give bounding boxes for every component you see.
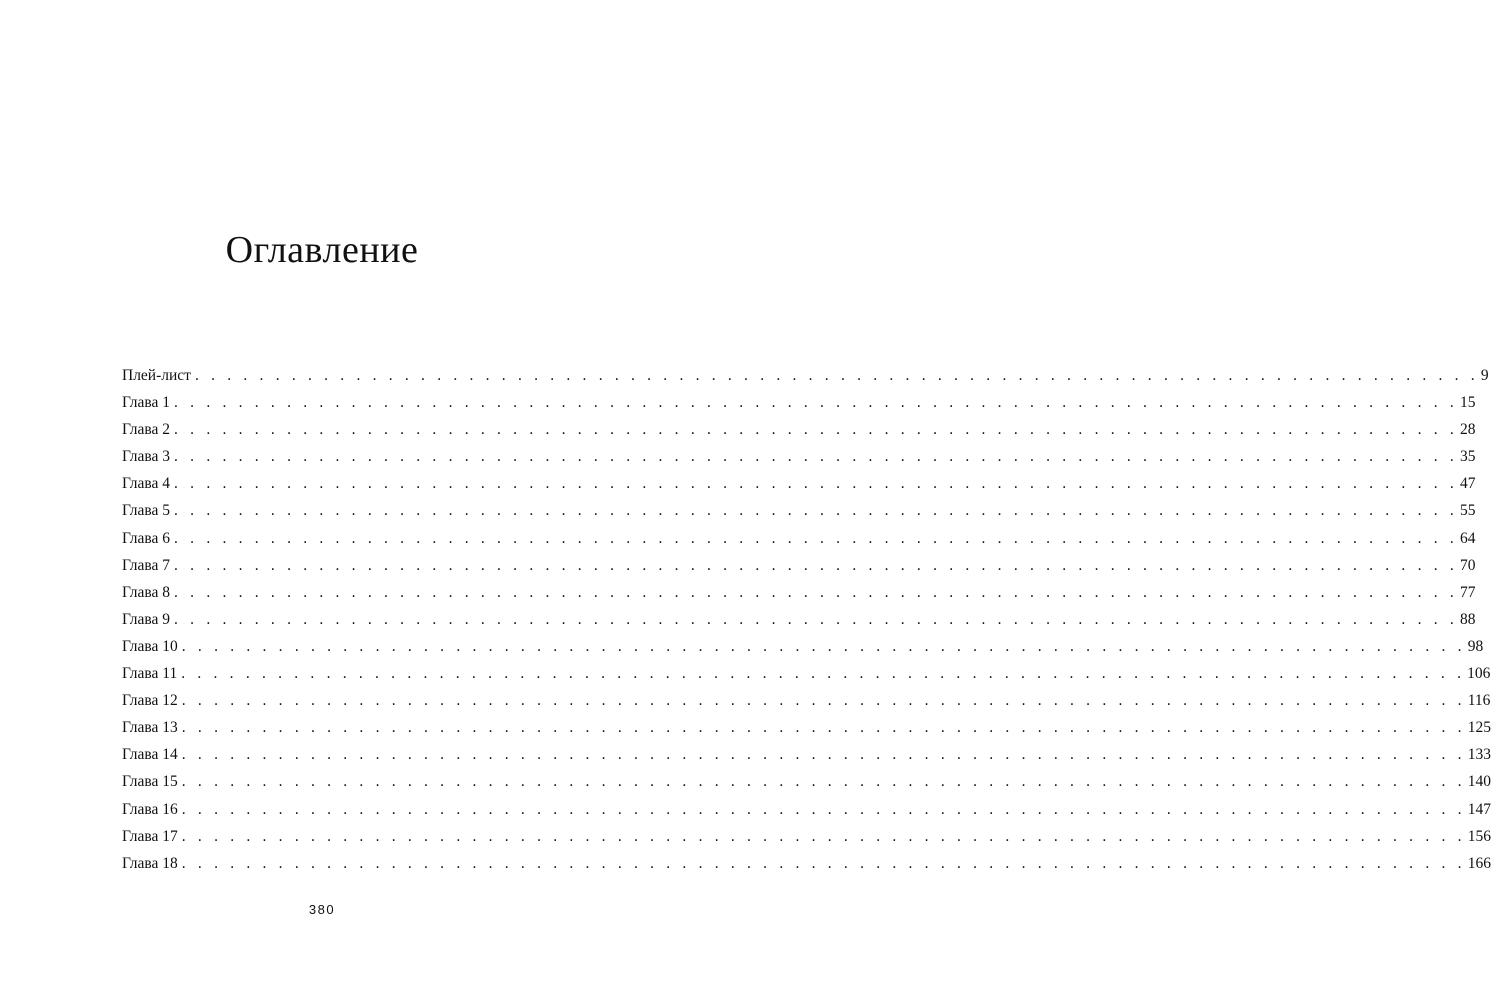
toc-entry-label: Глава 13 <box>122 719 178 737</box>
toc-entry-page: 88 <box>1459 610 1476 628</box>
toc-entry-page: 98 <box>1467 637 1484 655</box>
toc-entry-label: Глава 16 <box>122 800 178 818</box>
page-title: Оглавление <box>225 229 419 271</box>
toc-entry <box>122 552 1476 579</box>
toc-entry-page: 55 <box>1459 502 1476 520</box>
toc-leader-dots: . . . . . . . . . . . . . . . . . . . . . . . . . . . . . . . . . . . . . . . . . . . . . . . . . . . . . . . . . . . . . . . . . . . . . . . . . . . . . . . . <box>181 854 1466 872</box>
toc-entry-label: Глава 7 <box>122 556 171 574</box>
toc-leader-dots: . . . . . . . . . . . . . . . . . . . . . . . . . . . . . . . . . . . . . . . . . . . . . . . . . . . . . . . . . . . . . . . . . . . . . . . . . . . . . . . . <box>174 610 1458 628</box>
toc-entry-label: Глава 15 <box>122 773 178 791</box>
toc-entry-page: 133 <box>1467 746 1491 764</box>
toc-entry-page: 147 <box>1467 800 1491 818</box>
toc-entry <box>122 687 1491 714</box>
toc-entry <box>122 497 1476 524</box>
toc-entry-label: Плей-лист <box>122 367 191 384</box>
toc-leader-dots: . . . . . . . . . . . . . . . . . . . . . . . . . . . . . . . . . . . . . . . . . . . . . . . . . . . . . . . . . . . . . . . . . . . . . . . . . . . . . . . . <box>181 665 1466 683</box>
toc-entry <box>122 741 1491 768</box>
toc-entry <box>122 416 1476 443</box>
toc-entry-page: 35 <box>1459 448 1476 466</box>
toc-entry-label: Глава 14 <box>122 746 178 764</box>
toc-entry-label: Глава 6 <box>122 529 171 547</box>
toc-entry-label: Глава 8 <box>122 583 171 601</box>
toc-leader-dots: . . . . . . . . . . . . . . . . . . . . . . . . . . . . . . . . . . . . . . . . . . . . . . . . . . . . . . . . . . . . . . . . . . . . . . . . . . . . . . . . <box>174 529 1458 547</box>
toc-entry-page: 28 <box>1459 421 1476 439</box>
toc-leader-dots: . . . . . . . . . . . . . . . . . . . . . . . . . . . . . . . . . . . . . . . . . . . . . . . . . . . . . . . . . . . . . . . . . . . . . . . . . . . . . . . . <box>174 556 1458 574</box>
toc-leader-dots: . . . . . . . . . . . . . . . . . . . . . . . . . . . . . . . . . . . . . . . . . . . . . . . . . . . . . . . . . . . . . . . . . . . . . . . . . . . . . . . . <box>174 448 1458 466</box>
toc-entry <box>122 633 1484 660</box>
toc-leader-dots: . . . . . . . . . . . . . . . . . . . . . . . . . . . . . . . . . . . . . . . . . . . . . . . . . . . . . . . . . . . . . . . . . . . . . . . . . . . . . . . . <box>181 637 1466 655</box>
toc-entry-page: 15 <box>1459 394 1476 412</box>
toc-entry-label: Глава 17 <box>122 827 178 845</box>
toc-entry-page: 116 <box>1467 692 1491 710</box>
toc-leader-dots: . . . . . . . . . . . . . . . . . . . . . . . . . . . . . . . . . . . . . . . . . . . . . . . . . . . . . . . . . . . . . . . . . . . . . . . . . . . . . . . . <box>181 800 1466 818</box>
toc-entry-page: 77 <box>1459 583 1476 601</box>
toc-leader-dots: . . . . . . . . . . . . . . . . . . . . . . . . . . . . . . . . . . . . . . . . . . . . . . . . . . . . . . . . . . . . . . . . . . . . . . . . . . . . . . . . <box>181 827 1466 845</box>
toc-entry-label: Глава 1 <box>122 394 171 412</box>
toc-entry <box>122 606 1476 633</box>
toc-leader-dots: . . . . . . . . . . . . . . . . . . . . . . . . . . . . . . . . . . . . . . . . . . . . . . . . . . . . . . . . . . . . . . . . . . . . . . . . . . . . . . . . <box>181 719 1466 737</box>
toc-entry-page: 9 <box>1480 367 1489 384</box>
toc-leader-dots: . . . . . . . . . . . . . . . . . . . . . . . . . . . . . . . . . . . . . . . . . . . . . . . . . . . . . . . . . . . . . . . . . . . . . . . . . . . . . . . . <box>194 367 1479 384</box>
toc-leader-dots: . . . . . . . . . . . . . . . . . . . . . . . . . . . . . . . . . . . . . . . . . . . . . . . . . . . . . . . . . . . . . . . . . . . . . . . . . . . . . . . . <box>181 746 1466 764</box>
toc-entry-label: Глава 9 <box>122 610 171 628</box>
toc-entry <box>122 850 1491 877</box>
toc-entry-page: 156 <box>1467 827 1491 845</box>
toc-entry <box>122 525 1476 552</box>
toc-leader-dots: . . . . . . . . . . . . . . . . . . . . . . . . . . . . . . . . . . . . . . . . . . . . . . . . . . . . . . . . . . . . . . . . . . . . . . . . . . . . . . . . <box>174 502 1458 520</box>
toc-entry-page: 125 <box>1467 719 1491 737</box>
page-number: 380 <box>308 902 336 917</box>
toc-leader-dots: . . . . . . . . . . . . . . . . . . . . . . . . . . . . . . . . . . . . . . . . . . . . . . . . . . . . . . . . . . . . . . . . . . . . . . . . . . . . . . . . <box>174 475 1458 493</box>
toc-entry-label: Глава 2 <box>122 421 171 439</box>
toc-leader-dots: . . . . . . . . . . . . . . . . . . . . . . . . . . . . . . . . . . . . . . . . . . . . . . . . . . . . . . . . . . . . . . . . . . . . . . . . . . . . . . . . <box>181 773 1466 791</box>
toc-entry-page: 70 <box>1459 556 1476 574</box>
toc-entry <box>122 389 1476 416</box>
toc-entry <box>122 714 1491 741</box>
toc-entry-label: Глава 5 <box>122 502 171 520</box>
toc-entry-page: 140 <box>1467 773 1491 791</box>
toc-entry <box>122 823 1491 850</box>
toc-entry-label: Глава 18 <box>122 854 178 872</box>
toc-entry-label: Глава 3 <box>122 448 171 466</box>
toc-entry-label: Глава 10 <box>122 637 178 655</box>
toc-leader-dots: . . . . . . . . . . . . . . . . . . . . . . . . . . . . . . . . . . . . . . . . . . . . . . . . . . . . . . . . . . . . . . . . . . . . . . . . . . . . . . . . <box>174 583 1458 601</box>
toc-entry <box>122 470 1476 497</box>
toc-entry <box>122 362 1489 389</box>
toc-entry <box>122 660 1491 687</box>
toc-leader-dots: . . . . . . . . . . . . . . . . . . . . . . . . . . . . . . . . . . . . . . . . . . . . . . . . . . . . . . . . . . . . . . . . . . . . . . . . . . . . . . . . <box>174 421 1458 439</box>
table-of-contents <box>122 362 1491 877</box>
toc-entry-label: Глава 11 <box>122 665 178 683</box>
toc-leader-dots: . . . . . . . . . . . . . . . . . . . . . . . . . . . . . . . . . . . . . . . . . . . . . . . . . . . . . . . . . . . . . . . . . . . . . . . . . . . . . . . . <box>181 692 1466 710</box>
toc-leader-dots: . . . . . . . . . . . . . . . . . . . . . . . . . . . . . . . . . . . . . . . . . . . . . . . . . . . . . . . . . . . . . . . . . . . . . . . . . . . . . . . . <box>174 394 1458 412</box>
toc-entry-page: 166 <box>1467 854 1491 872</box>
toc-entry <box>122 579 1476 606</box>
toc-entry <box>122 768 1491 795</box>
toc-entry <box>122 796 1491 823</box>
toc-entry <box>122 443 1476 470</box>
toc-entry-page: 64 <box>1459 529 1476 547</box>
toc-entry-page: 106 <box>1467 665 1491 683</box>
toc-entry-label: Глава 4 <box>122 475 171 493</box>
toc-entry-label: Глава 12 <box>122 692 178 710</box>
toc-entry-page: 47 <box>1459 475 1476 493</box>
